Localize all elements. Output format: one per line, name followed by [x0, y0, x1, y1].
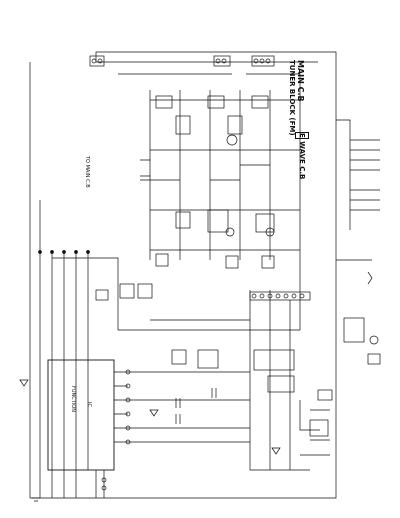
ic-main	[48, 360, 114, 470]
block-label-wave-cb	[298, 132, 305, 179]
resistor-net	[300, 400, 330, 455]
junction	[63, 251, 66, 254]
left-leads	[40, 200, 88, 470]
ic-if	[208, 210, 228, 232]
ic-bus	[128, 372, 250, 442]
transistor	[227, 135, 237, 145]
right-socket	[344, 318, 364, 342]
right-header	[350, 140, 380, 210]
junction	[87, 251, 90, 254]
wave-cb-label: WAVE C.B	[298, 141, 306, 180]
coil-t3	[176, 212, 190, 228]
ic-sub	[172, 350, 186, 364]
cap-pair	[176, 398, 180, 408]
cap-block	[262, 256, 274, 268]
terminal	[292, 294, 296, 298]
terminal	[260, 294, 264, 298]
terminal	[254, 59, 258, 63]
tuner-leads	[140, 160, 270, 180]
ic-det	[256, 214, 274, 232]
bottom-left-label	[70, 386, 75, 412]
connector	[252, 56, 274, 66]
block-label-tuner	[288, 60, 295, 136]
ground-symbol	[32, 498, 40, 501]
terminal	[222, 59, 226, 63]
bottom-leads	[40, 470, 104, 498]
cap-block	[226, 256, 238, 268]
junction	[39, 251, 42, 254]
switch-block	[96, 290, 108, 300]
diode	[150, 410, 158, 416]
terminal	[260, 59, 264, 63]
diode	[20, 380, 28, 386]
ic-amp	[198, 350, 218, 368]
ic-power	[254, 350, 294, 370]
terminal	[252, 294, 256, 298]
ic-pins	[114, 372, 128, 442]
bottom-right-label	[86, 402, 91, 407]
right-jack	[368, 354, 380, 364]
cap-pair	[176, 414, 180, 424]
wave-cb-mark: E	[295, 132, 309, 139]
transistor-q2	[208, 96, 224, 108]
relay	[310, 420, 328, 436]
junction	[75, 251, 78, 254]
terminal	[98, 59, 102, 63]
switch-block	[138, 284, 152, 298]
terminal	[266, 59, 270, 63]
amp-leads	[150, 290, 310, 470]
bottom-left-text: FUNCTION	[70, 386, 76, 412]
tuner-verticals	[150, 74, 300, 330]
right-arrow	[368, 272, 372, 284]
junction	[51, 251, 54, 254]
tuner-block-label: TUNER BLOCK (FM)	[288, 60, 296, 136]
terminal	[300, 294, 304, 298]
cap-block	[156, 254, 168, 266]
transistor-q1	[156, 96, 172, 108]
diode	[272, 448, 280, 454]
rotated-note	[84, 156, 89, 188]
terminal	[92, 59, 96, 63]
cap-pair	[212, 388, 216, 398]
block-label-main-cb	[296, 60, 304, 102]
terminal	[284, 294, 288, 298]
coil-t1	[176, 116, 190, 134]
bottom-right-text: IC	[86, 402, 92, 407]
transistor-q3	[252, 96, 268, 108]
switch-block	[120, 284, 134, 298]
terminal	[216, 59, 220, 63]
main-cb-label: MAIN C.B	[296, 60, 305, 102]
trimmer	[318, 390, 332, 400]
rotated-note-text: TO MAIN C.B	[84, 156, 90, 188]
terminal	[276, 294, 280, 298]
tuner-bus	[150, 100, 300, 250]
terminal	[370, 336, 378, 344]
